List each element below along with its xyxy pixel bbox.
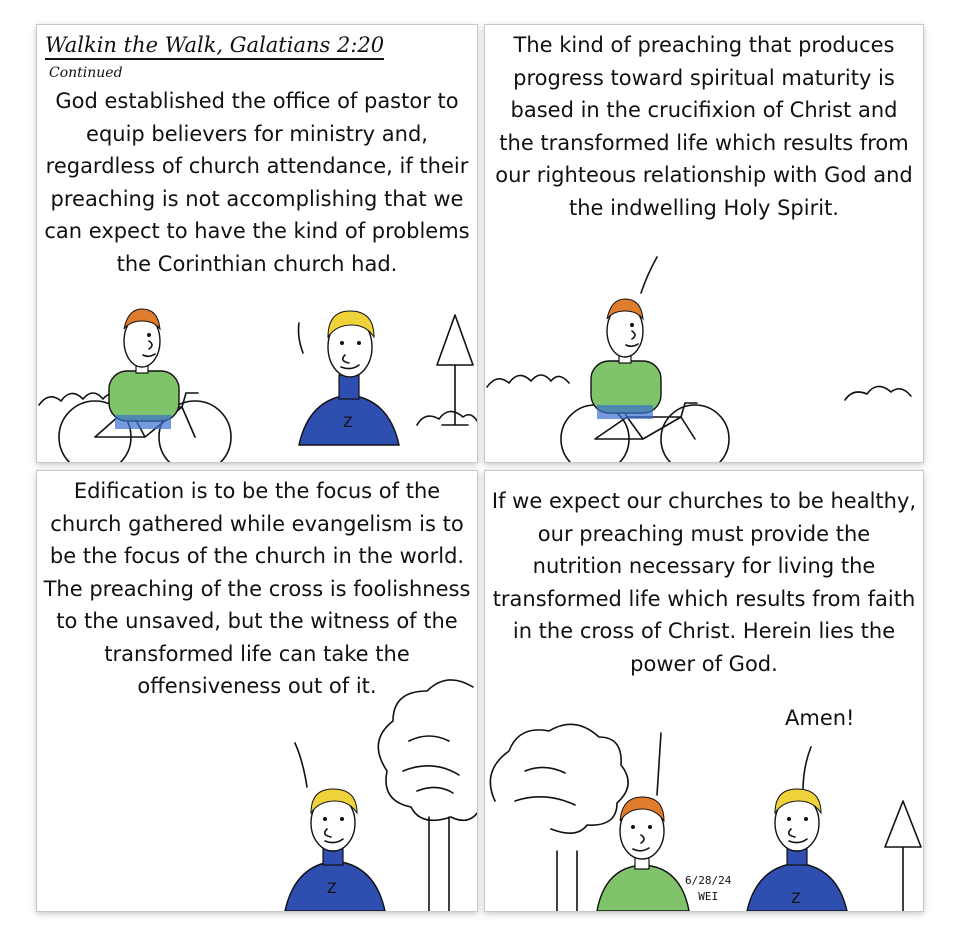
blue-sweater-man (299, 311, 399, 445)
date-stamp: 6/28/24 (685, 874, 732, 887)
amen-reply: Amen! (785, 706, 855, 730)
bush-right (417, 411, 477, 425)
comic-panel-4 (484, 470, 924, 912)
svg-text:Z: Z (343, 415, 353, 431)
panel-1-drawing (37, 25, 477, 462)
continued-label: Continued (49, 65, 123, 81)
tree (378, 680, 477, 911)
bush-left (487, 375, 569, 387)
green-shirt-man (591, 299, 661, 419)
green-shirt-man (109, 309, 179, 429)
comic-panel-2 (484, 24, 924, 463)
green-shirt-man (597, 797, 689, 911)
bush-right (845, 386, 911, 400)
speech-mark (299, 323, 304, 353)
panel-1-caption: God established the office of pastor to equip believers for ministry and, regardless of church attendance, if their preaching is not accomplishing that we can expect to have the kind of problems the Corinthian church had. (44, 89, 470, 276)
blue-sweater-man (285, 789, 385, 911)
panel-3-caption: Edification is to be the focus of the church gathered while evangelism is to be the focus of the church in the world. The preaching of the cross is foolishness to the unsaved, but the witness of the transformed life can take the offensiveness out of it. (43, 479, 471, 698)
panel-2-caption: The kind of preaching that produces progress toward spiritual maturity is based in the crucifixion of Christ and the transformed life which results from our righteous relationship with God and the indwelling Holy Spirit. (495, 33, 913, 220)
speech-mark (295, 743, 307, 787)
speech-mark (641, 257, 657, 293)
panel-2-drawing (485, 25, 923, 462)
speech-mark-right (803, 747, 811, 791)
speech-mark-left (657, 733, 661, 795)
strip-title: Walkin the Walk, Galatians 2:20 (45, 33, 384, 60)
lamp (885, 801, 921, 911)
panel-4-drawing (485, 471, 923, 911)
artist-signature: WEI (698, 890, 719, 903)
svg-text:Z: Z (327, 881, 337, 897)
lamp (437, 315, 473, 425)
panel-4-caption: If we expect our churches to be healthy, our preaching must provide the nutrition necessary for living the transformed life which results from faith in the cross of Christ. Herein lies the power of God. (491, 489, 917, 676)
comic-panel-1 (36, 24, 478, 463)
blue-sweater-man (747, 789, 847, 911)
comic-panel-3 (36, 470, 478, 912)
panel-3-drawing (37, 471, 477, 911)
svg-text:Z: Z (791, 891, 801, 907)
